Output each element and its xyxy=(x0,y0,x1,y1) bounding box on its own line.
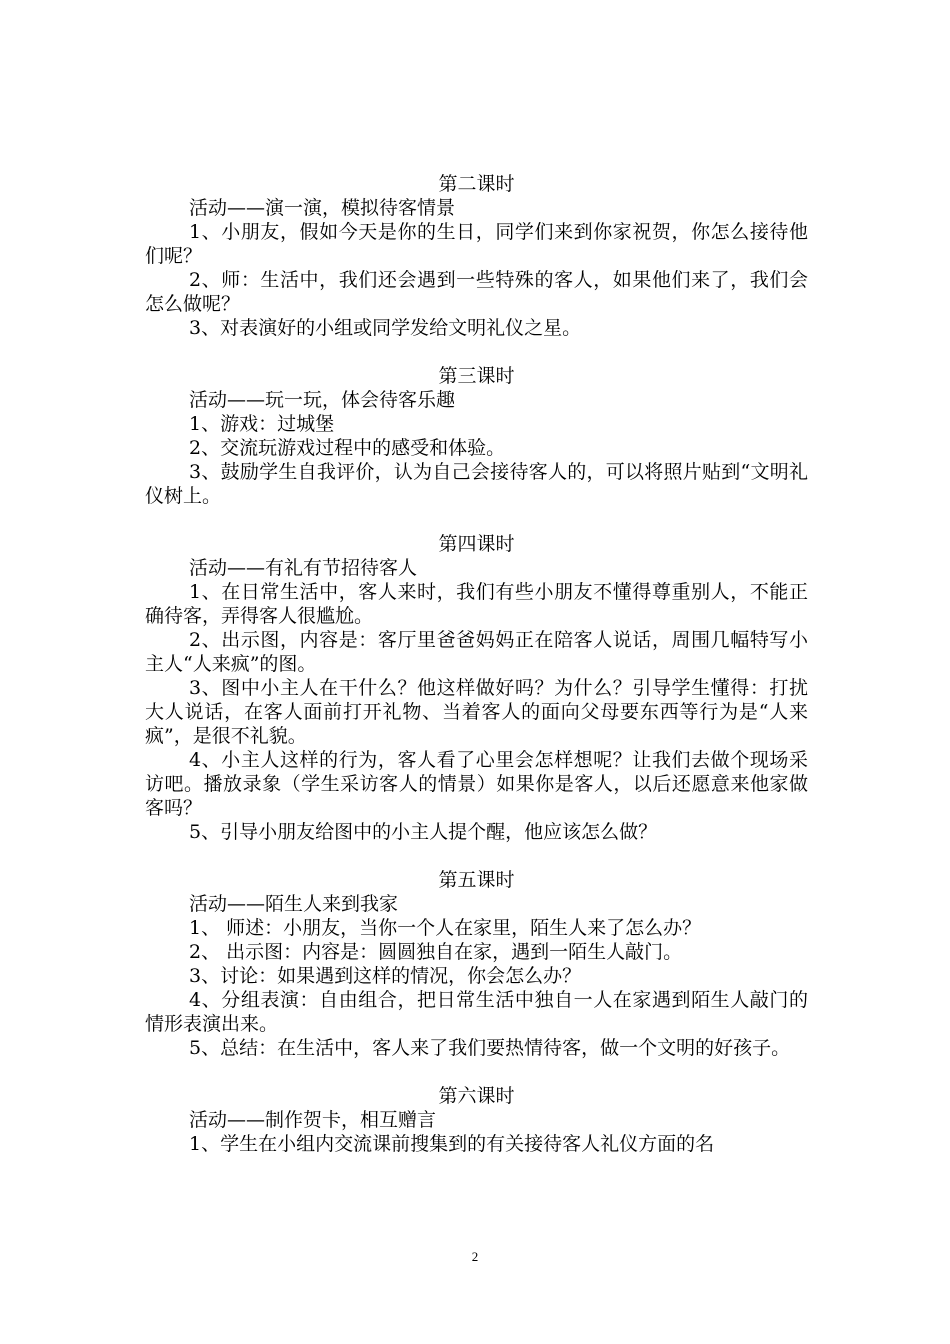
paragraph: 2、 出示图：内容是：圆圆独自在家，遇到一陌生人敲门。 xyxy=(189,941,683,963)
paragraph: 5、总结：在生活中，客人来了我们要热情待客，做一个文明的好孩子。 xyxy=(189,1037,791,1059)
paragraph: 2、师：生活中，我们还会遇到一些特殊的客人，如果他们来了，我们会怎么做呢？ xyxy=(145,269,808,315)
paragraph: 活动——陌生人来到我家 xyxy=(189,893,399,915)
paragraph: 1、在日常生活中，客人来时，我们有些小朋友不懂得尊重别人，不能正确待客，弄得客人很尴尬。 xyxy=(145,581,808,627)
section-title: 第三课时 xyxy=(438,365,515,387)
paragraph: 1、学生在小组内交流课前搜集到的有关接待客人礼仪方面的名 xyxy=(189,1133,715,1155)
paragraph: 5、引导小朋友给图中的小主人提个醒，他应该怎么做？ xyxy=(189,821,658,843)
section-title: 第五课时 xyxy=(438,869,515,891)
paragraph: 3、对表演好的小组或同学发给文明礼仪之星。 xyxy=(189,317,582,339)
paragraph: 2、交流玩游戏过程中的感受和体验。 xyxy=(189,437,506,459)
paragraph: 3、鼓励学生自我评价，认为自己会接待客人的，可以将照片贴到“文明礼仪树上。 xyxy=(145,461,808,507)
paragraph: 4、小主人这样的行为，客人看了心里会怎样想呢？让我们去做个现场采访吧。播放录象（学生采访客人的情景）如果你是客人，以后还愿意来他家做客吗？ xyxy=(145,749,808,819)
section-lesson-3 xyxy=(145,364,808,508)
section-lesson-5 xyxy=(145,868,808,1060)
section-lesson-6 xyxy=(145,1084,808,1156)
section-title: 第二课时 xyxy=(438,173,515,195)
page-number: 2 xyxy=(471,1249,479,1264)
section-title: 第四课时 xyxy=(438,533,515,555)
paragraph: 1、小朋友，假如今天是你的生日，同学们来到你家祝贺，你怎么接待他们呢？ xyxy=(145,221,808,267)
section-lesson-2 xyxy=(145,172,808,340)
paragraph: 3、图中小主人在干什么？他这样做好吗？为什么？引导学生懂得：打扰大人说话，在客人面前打开礼物、当着客人的面向父母要东西等行为是“人来疯”，是很不礼貌。 xyxy=(145,677,808,747)
paragraph: 1、 师述：小朋友，当你一个人在家里，陌生人来了怎么办？ xyxy=(189,917,702,939)
section-title: 第六课时 xyxy=(438,1085,515,1107)
paragraph: 活动——制作贺卡，相互赠言 xyxy=(189,1109,437,1131)
paragraph: 活动——有礼有节招待客人 xyxy=(189,557,418,579)
paragraph: 活动——玩一玩，体会待客乐趣 xyxy=(189,389,456,411)
paragraph: 4、分组表演：自由组合，把日常生活中独自一人在家遇到陌生人敲门的情形表演出来。 xyxy=(145,989,808,1035)
paragraph: 1、游戏：过城堡 xyxy=(189,413,335,435)
document-body xyxy=(145,172,808,1156)
paragraph: 活动——演一演，模拟待客情景 xyxy=(189,197,456,219)
paragraph: 2、出示图，内容是：客厅里爸爸妈妈正在陪客人说话，周围几幅特写小主人“人来疯”的图。 xyxy=(145,629,808,675)
paragraph: 3、讨论：如果遇到这样的情况，你会怎么办？ xyxy=(189,965,582,987)
section-lesson-4 xyxy=(145,532,808,844)
